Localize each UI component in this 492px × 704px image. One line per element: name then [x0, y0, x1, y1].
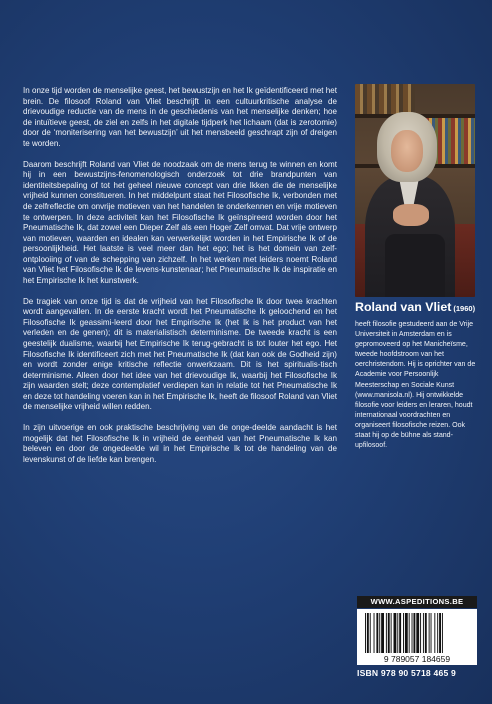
blurb-text	[23, 86, 337, 476]
blurb-paragraph-2: Daarom beschrijft Roland van Vliet de noodzaak om de mens terug te winnen en komt hij in een bewustzijns-fenomenologisch onderzoek tot drie brandpunten van identiteitsbepaling of tot het geheel nieuwe concept van drie Ikken die de menselijke vrijheid kunnen constitueren. In het middelpunt staat het Filosofische Ik, verbonden met de zelfreflectie om onvrije motieven van het handelen te onderkennen en vrije motieven te ontwerpen. In deze activiteit kan het Filosofische Ik geïnspireerd worden door het Pneumatische Ik, dat zowel een Dieper Zelf als een Hoger Zelf omvat. Dat vrije ontwerp van motieven, waarden en idealen kan verwerkelijkt worden in het Empirische Ik of de persoonlijkheid. Het laatste is veel meer dan het ego; het is het domein van zelf-ontplooiing of van de schepping van zichzelf. In het werken met leiders noemt Roland van Vliet het Filosofische Ik de levens-kunstenaar; het Pneumatische Ik de inspiratie en het Empirische Ik het kunstwerk.	[23, 159, 337, 285]
barcode-panel	[357, 596, 477, 682]
author-bio: heeft filosofie gestudeerd aan de Vrije Universiteit in Amsterdam en is gepromoveerd op het Manicheïsme, tweede hoofdstroom van het oerchristendom. Hij is oprichter van de Academie voor Persoonlijk Meesterschap en Sociale Kunst (www.manisola.nl). Hij ontwikkelde filosofie voor leiders en leraren, houdt internationaal voordrachten en organiseert filosofische reizen. Ook staat hij op de bühne als stand-upfilosoof.	[355, 321, 476, 450]
barcode	[357, 609, 477, 665]
author-years: (1960)	[453, 304, 476, 313]
blurb-paragraph-1: In onze tijd worden de menselijke geest, het bewustzijn en het Ik geïdentificeerd met het brein. De filosoof Roland van Vliet beschrijft in een cultuurkritische analyse de drievoudige reductie van de mens in de geschiedenis van het menselijke denken; hoe de intuïtieve geest, de ziel en zelfs in het digitale tijdperk het lichaam (dat is zerotomie) door de ‘moniterisering van het bewustzijn’ uit het mensbeeld geschrapt zijn of dreigen te worden.	[23, 86, 337, 148]
barcode-digits: 9 789057 184659	[383, 654, 451, 664]
author-name-text: Roland van Vliet	[355, 300, 452, 314]
barcode-graphic	[357, 609, 477, 665]
author-name	[355, 300, 475, 314]
isbn-number: ISBN 978 90 5718 465 9	[357, 668, 457, 678]
blurb-paragraph-3: De tragiek van onze tijd is dat de vrijheid van het Filosofische Ik door twee krachten wordt aangevallen. In de eerste kracht wordt het Pneumatische Ik geloochend en het Filosofische Ik geassimi-leerd door het Empirische Ik (het Ik is het product van het verleden en de genen); dit is materialistisch determinisme. De tweede kracht is een geestelijk dualisme, waarbij het Empirische Ik terug-gebracht is tot louter het ego. Het Filosofische Ik identificeert zich met het Pneumatische Ik (dat kan ook de Godheid zijn) en wordt zonder enige kritische reflectie onwerkzaam. Dit is het spiritualis-tisch determinisme. Alleen door het idee van het drievoudige Ik, waarbij het Filosofische Ik zijn waarden stelt; deze contemplatief verdiepen kan in relatie tot het Pneumatische Ik en deze tot handeling voeren kan in het Empirische Ik, heeft de filosoof Roland van Vliet de menselijke vrijheid willen redden.	[23, 296, 337, 412]
blurb-paragraph-4: In zijn uitvoerige en ook praktische beschrijving van de onge-deelde aandacht is het mogelijk dat het Filosofische Ik in vrijheid de eenheid van het Pneumatische Ik kan beleven en door de ongedeelde wil in het Empirische Ik tot de handeling van de levenskunst of de liefde kan brengen.	[23, 423, 337, 464]
author-photo	[355, 84, 475, 297]
publisher-website: WWW.ASPEDITIONS.BE	[357, 596, 477, 608]
